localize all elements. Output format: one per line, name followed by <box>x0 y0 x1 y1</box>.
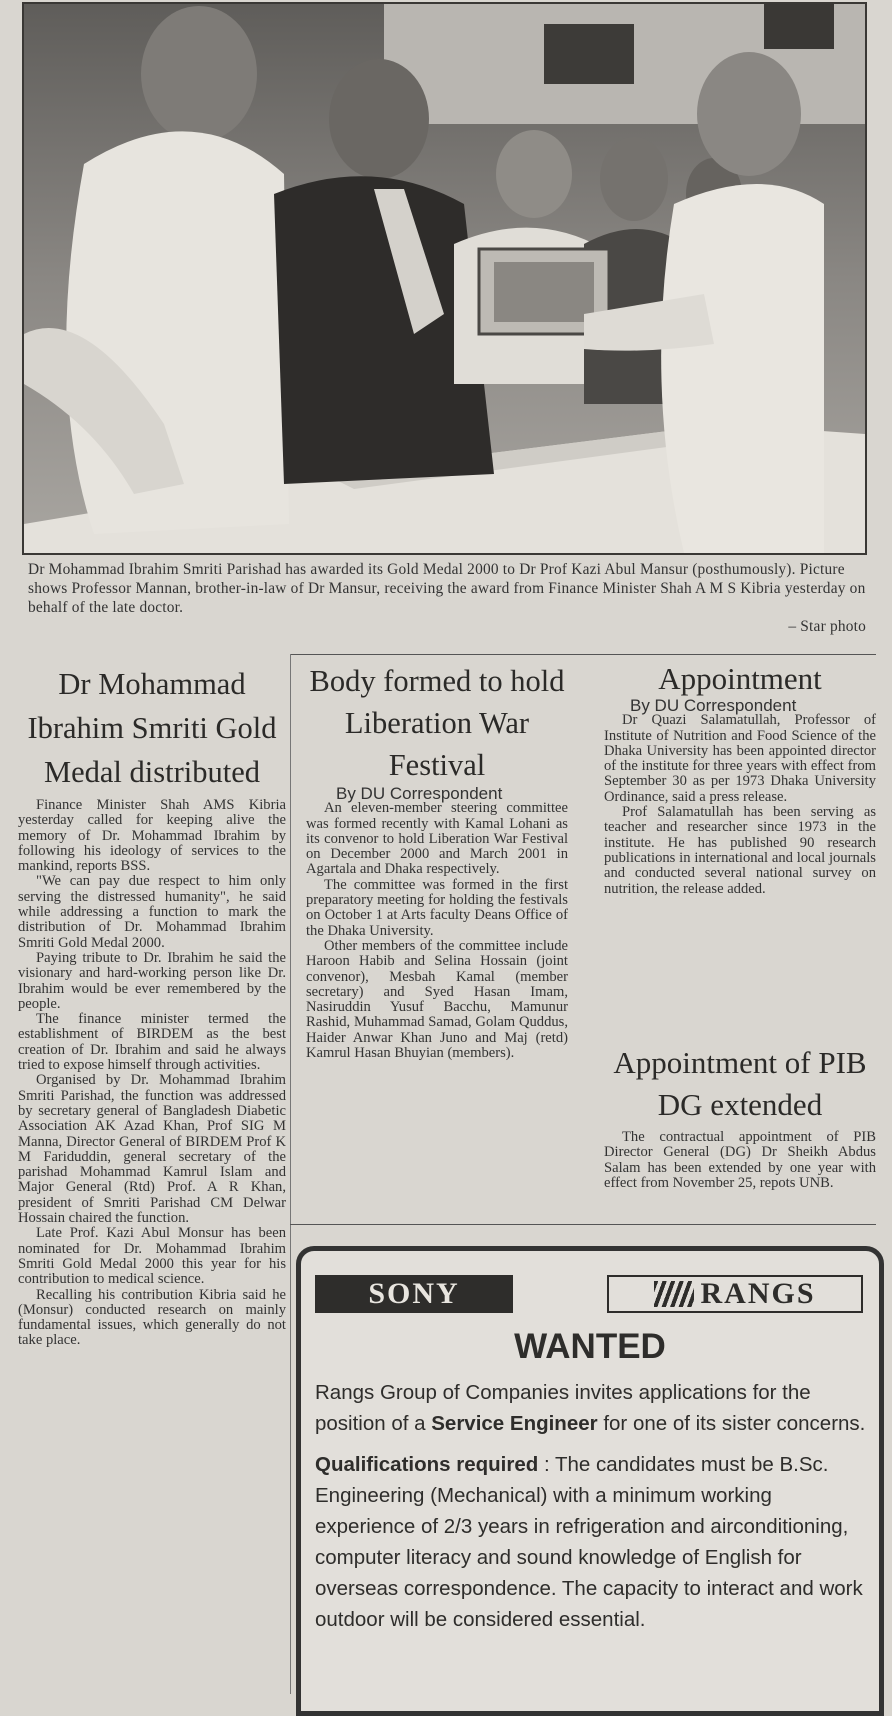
rangs-stripes-icon <box>654 1281 694 1307</box>
ad-qualifications <box>315 1449 877 1635</box>
news-photo <box>22 2 867 555</box>
caption-text: Dr Mohammad Ibrahim Smriti Parishad has awarded its Gold Medal 2000 to Dr Prof Kazi Abul Mansur (posthumously). Picture shows Professor Mannan, brother-in-law of Dr Mansur, receiving the award from Finance Minister Shah A M S Kibria yesterday on behalf of the late doctor. <box>28 561 866 616</box>
paragraph: Recalling his contribution Kibria said he (Monsur) conducted research on mainly fundamental issues, which generally do not take place. <box>18 1286 286 1349</box>
photo-caption <box>28 560 866 636</box>
ad-position: Service Engineer <box>431 1412 598 1435</box>
sony-logo-text: SONY <box>368 1277 460 1310</box>
ad-intro-text-end: for one of its sister concerns. <box>597 1412 866 1435</box>
paragraph: Dr Quazi Salamatullah, Professor of Institute of Nutrition and Food Science of the Dhaka University has been appointed director of the institute for three years with effect from September 30 as per 1973 Dhaka University Ordinance, said a press release. <box>604 712 876 805</box>
ad-intro-text: Rangs Group of Companies invites applications for the position of a <box>315 1381 811 1435</box>
headline-appointment: Appointment <box>658 661 822 696</box>
paragraph: Late Prof. Kazi Abul Monsur has been nominated for Dr. Mohammad Ibrahim Smriti Gold Medal 2000 this year for his contribution to medical science. <box>18 1225 286 1288</box>
article-appointment <box>604 660 876 897</box>
byline: By DU Correspondent <box>336 784 503 803</box>
column-divider-1 <box>290 654 291 1694</box>
ad-title: WANTED <box>514 1327 666 1366</box>
divider-ad <box>290 1224 876 1225</box>
rangs-logo-text: RANGS <box>700 1277 816 1310</box>
article-gold-medal <box>18 662 286 1349</box>
paragraph: Paying tribute to Dr. Ibrahim he said the visionary and hard-working person like Dr. Ibrahim would be ever remembered by the people. <box>18 949 286 1012</box>
rangs-logo <box>607 1275 863 1313</box>
paragraph: "We can pay due respect to him only serving the distressed humanity", he said while addressing a function to mark the distribution of Dr. Mohammad Ibrahim Smriti Gold Medal 2000. <box>18 873 286 951</box>
photo-credit: – Star photo <box>788 618 866 635</box>
article-pib-dg <box>604 1042 876 1191</box>
paragraph: An eleven-member steering committee was formed recently with Kamal Lohani as its convenor to hold Liberation War Festival on December 2000 and March 2001 in Agartala and Dhaka respectively. <box>306 800 568 878</box>
award-ceremony-photo <box>24 4 865 553</box>
ad-intro <box>315 1377 877 1439</box>
sony-logo <box>315 1275 513 1313</box>
byline: By DU Correspondent <box>630 696 797 715</box>
rangs-job-advert <box>296 1246 884 1716</box>
headline-liberation-festival: Body formed to hold Liberation War Festival <box>309 664 565 782</box>
paragraph: Prof Salamatullah has been serving as teacher and researcher since 1973 in the institute. He has published 90 research publications in international and local journals and conducted several national survey on nutrition, the release added. <box>604 804 876 897</box>
headline-gold-medal: Dr Mohammad Ibrahim Smriti Gold Medal distributed <box>27 667 277 789</box>
paragraph: Organised by Dr. Mohammad Ibrahim Smriti Parishad, the function was addressed by secretary general of Bangladesh Diabetic Association AK Azad Khan, Prof SIG M Manna, Director General of BIRDEM Prof K M Fariduddin, general secretary of the parishad Mohammad Kamrul Islam and Major General (Rtd) Prof. A R Khan, president of Smriti Parishad CM Delwar Hossain chaired the function. <box>18 1072 286 1227</box>
ad-qual-text: : The candidates must be B.Sc. Engineering (Mechanical) with a minimum working experience of 2/3 years in refrigeration and airconditioning, computer literacy and sound knowledge of English for overseas correspondence. The capacity to interact and work outdoor will be considered essential. <box>315 1453 863 1631</box>
ad-body <box>315 1377 877 1645</box>
article-liberation-festival <box>306 660 568 1061</box>
divider-top <box>290 654 876 655</box>
paragraph: Finance Minister Shah AMS Kibria yesterday called for keeping alive the memory of Dr. Mohammad Ibrahim by following his ideology of services to the mankind, reports BSS. <box>18 797 286 875</box>
headline-pib-dg: Appointment of PIB DG extended <box>613 1045 867 1122</box>
paragraph: Other members of the committee include Haroon Habib and Selina Hossain (joint convenor), Mesbah Kamal (member secretary) and Syed Hasan Imam, Nasiruddin Yusuf Bacchu, Mamunur Rashid, Muhammad Samad, Golam Quddus, Haider Anwar Khan Juno and Maj (retd) Kamrul Hasan Bhuyian (members). <box>306 937 568 1062</box>
paragraph: The committee was formed in the first preparatory meeting for holding the festivals on October 1 at Arts faculty Deans Office of the Dhaka University. <box>306 876 568 939</box>
paragraph: The finance minister termed the establishment of BIRDEM as the best creation of Dr. Ibrahim and said he always tried to expose himself through activities. <box>18 1011 286 1074</box>
ad-qual-label: Qualifications required <box>315 1453 539 1476</box>
paragraph: The contractual appointment of PIB Director General (DG) Dr Sheikh Abdus Salam has been extended by one year with effect from November 25, repots UNB. <box>604 1129 876 1191</box>
